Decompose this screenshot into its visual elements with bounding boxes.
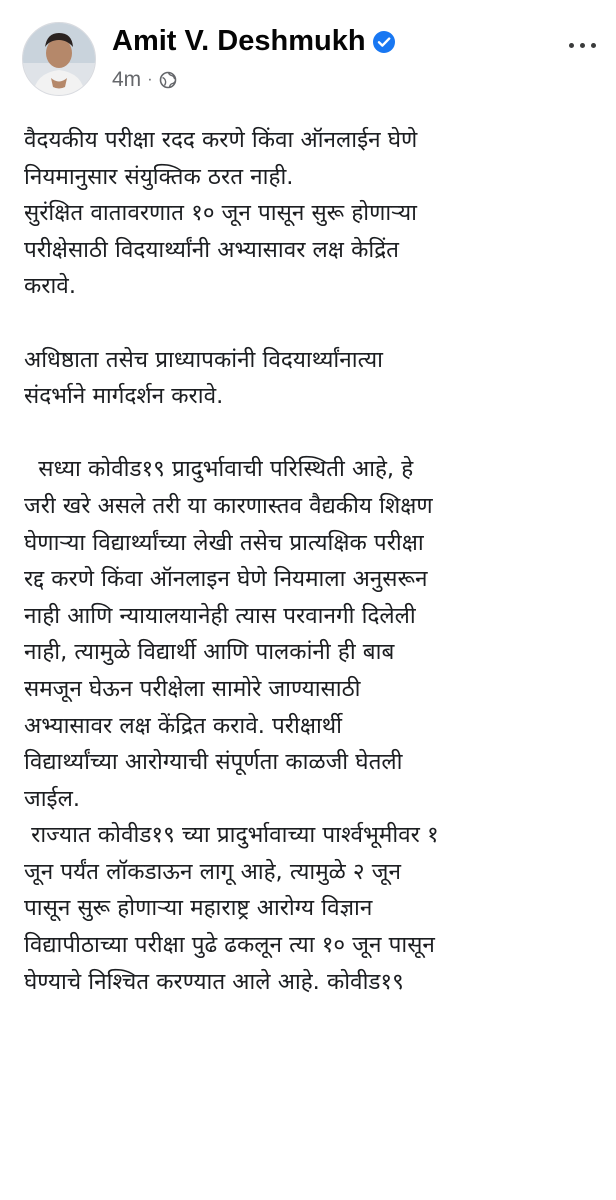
post-text-line: अभ्यासावर लक्ष केंद्रित करावे. परीक्षार्थी — [24, 712, 343, 739]
post-text-line: वैदयकीय परीक्षा रदद करणे किंवा ऑनलाईन घेणे — [24, 127, 418, 153]
post-text-line: घेण्याचे निश्चित करण्यात आले आहे. कोवीड१९ — [24, 968, 404, 995]
post-text-line: विद्यार्थ्यांच्या आरोग्याची संपूर्णता काळजी घेतली — [24, 749, 403, 776]
post-text-line: करावे. — [24, 273, 76, 300]
globe-icon[interactable] — [159, 71, 177, 89]
more-options-icon — [591, 43, 596, 48]
profile-photo — [23, 23, 95, 95]
post-text-line: रद्द करणे किंवा ऑनलाइन घेणे नियमाला अनुसरून — [24, 566, 428, 593]
more-options-button[interactable] — [560, 30, 604, 60]
post-text-line: जाईल. — [24, 785, 80, 812]
post-text-line: नियमानुसार संयुक्तिक ठरत नाही. — [24, 163, 294, 190]
post-timestamp[interactable]: 4m — [112, 68, 142, 91]
post-text — [24, 122, 599, 1000]
more-options-icon — [580, 43, 585, 48]
post-meta — [112, 66, 177, 94]
avatar[interactable] — [22, 22, 96, 96]
author-name[interactable]: Amit V. Deshmukh — [112, 25, 366, 57]
post-text-line: राज्यात कोवीड१९ च्या प्रादुर्भावाच्या पार्श्वभूमीवर १ — [24, 822, 439, 849]
post-text-line: घेणाऱ्या विद्यार्थ्यांच्या लेखी तसेच प्रात्यक्षिक परीक्षा — [24, 529, 424, 556]
paragraph-break — [24, 305, 599, 342]
post-text-line: पासून सुरू होणाऱ्या महाराष्ट्र आरोग्य विज्ञान — [24, 895, 373, 922]
post-text-line: नाही, त्यामुळे विद्यार्थी आणि पालकांनी ही बाब — [24, 639, 395, 666]
post-text-line: अधिष्ठाता तसेच प्राध्यापकांनी विदयार्थ्यांनात्या — [24, 346, 383, 373]
post-text-line: विद्यापीठाच्या परीक्षा पुढे ढकलून त्या १० जून पासून — [24, 932, 435, 959]
verified-badge-icon — [372, 30, 396, 54]
meta-separator: · — [147, 71, 153, 88]
post-text-line: संदर्भाने मार्गदर्शन करावे. — [24, 383, 224, 410]
post-text-line: नाही आणि न्यायालयानेही त्यास परवानगी दिलेली — [24, 602, 416, 629]
more-options-icon — [569, 43, 574, 48]
post-text-line: समजून घेऊन परीक्षेला सामोरे जाण्यासाठी — [24, 675, 361, 702]
paragraph-break — [24, 415, 599, 452]
post-text-line: सध्या कोवीड१९ प्रादुर्भावाची परिस्थिती आहे, हे — [24, 456, 414, 483]
post-text-line: सुरंक्षित वातावरणात १० जून पासून सुरू होणाऱ्या — [24, 200, 418, 227]
post-text-line: जून पर्यंत लॉकडाऊन लागू आहे, त्यामुळे २ जून — [24, 858, 401, 885]
post-text-line: परीक्षेसाठी विदयार्थ्यांनी अभ्यासावर लक्ष केद्रिंत — [24, 236, 399, 263]
post-text-line: जरी खरे असले तरी या कारणास्तव वैद्यकीय शिक्षण — [24, 492, 433, 519]
post-header — [0, 0, 616, 110]
